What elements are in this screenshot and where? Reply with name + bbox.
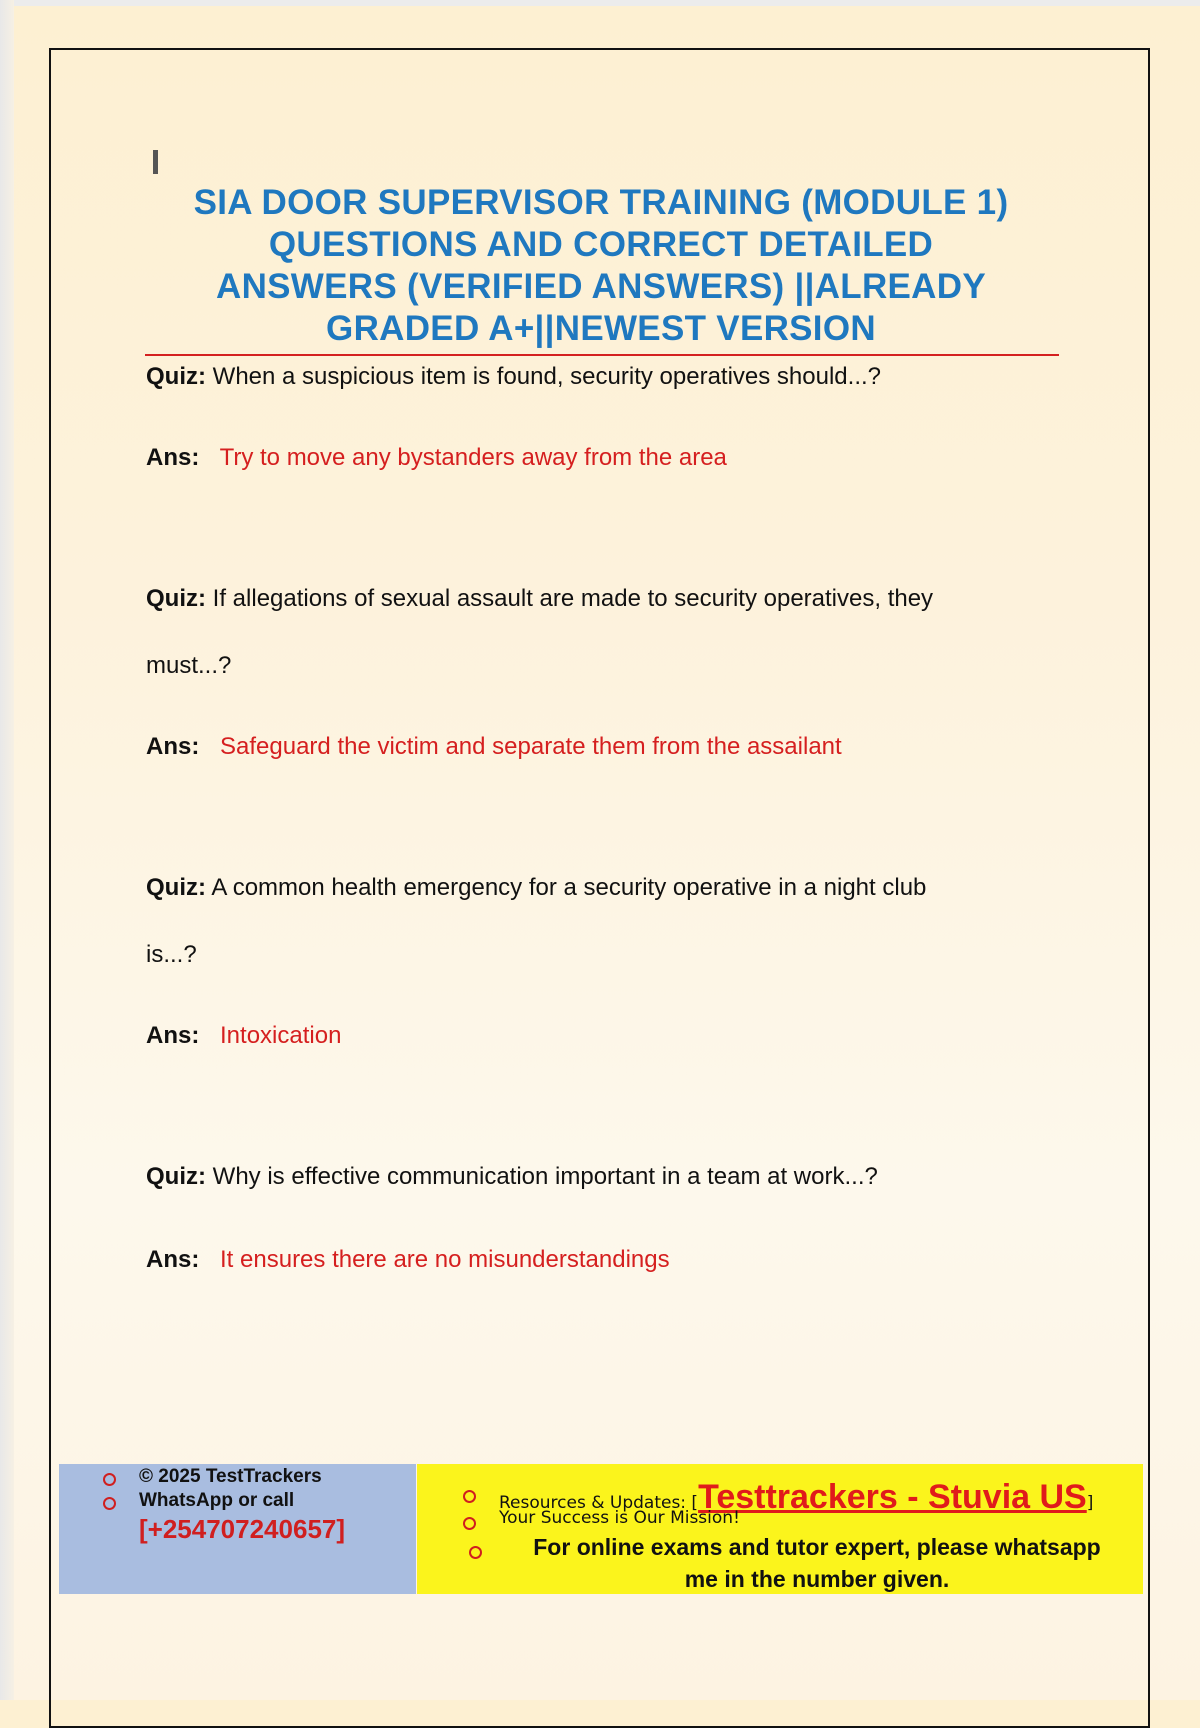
- bullet-icon: [463, 1517, 476, 1530]
- footer-phone[interactable]: [+254707240657]: [139, 1514, 346, 1544]
- quiz-label: Quiz:: [146, 363, 206, 390]
- page-title: [91, 182, 1111, 350]
- ans-label: Ans:: [146, 1022, 200, 1049]
- question-text: When a suspicious item is found, security operatives should...?: [212, 363, 882, 390]
- question-4: [146, 1163, 1066, 1191]
- title-line: GRADED A+||NEWEST VERSION: [326, 309, 876, 348]
- footer-tutor-line1: For online exams and tutor expert, please whatsapp: [533, 1534, 1101, 1560]
- footer-tutor-line2: me in the number given.: [684, 1566, 950, 1592]
- ans-label: Ans:: [146, 444, 200, 471]
- resources-close: ]: [1086, 1493, 1094, 1513]
- question-3-continuation: is...?: [146, 941, 197, 968]
- footer-contact-panel: [59, 1464, 416, 1594]
- bullet-icon: [469, 1546, 482, 1559]
- question-2-continuation: must...?: [146, 652, 232, 679]
- footer-mission: Your Success is Our Mission!: [499, 1508, 740, 1528]
- title-line: SIA DOOR SUPERVISOR TRAINING (MODULE 1): [193, 183, 1009, 222]
- question-1: [146, 363, 1066, 391]
- answer-text: Try to move any bystanders away from the area: [219, 444, 727, 471]
- bullet-icon: [463, 1490, 476, 1503]
- viewer-left-edge: [0, 0, 14, 1700]
- stuvia-link[interactable]: Testtrackers - Stuvia US: [698, 1478, 1087, 1516]
- question-2: [146, 585, 1066, 613]
- question-text: If allegations of sexual assault are made to security operatives, they: [212, 585, 934, 612]
- answer-text: Intoxication: [220, 1022, 342, 1049]
- question-3: [146, 874, 1066, 902]
- bullet-icon: [103, 1497, 116, 1510]
- answer-text: It ensures there are no misunderstandings: [220, 1246, 670, 1273]
- answer-3: [146, 1022, 1066, 1050]
- quiz-label: Quiz:: [146, 585, 206, 612]
- resources-label: Resources & Updates: [: [499, 1493, 699, 1513]
- answer-4: [146, 1246, 1066, 1274]
- footer-copyright: © 2025 TestTrackers: [139, 1466, 322, 1487]
- title-divider: [145, 354, 1059, 356]
- answer-2: [146, 733, 1066, 761]
- footer-whatsapp-label: WhatsApp or call: [139, 1490, 295, 1511]
- document-page: [49, 48, 1150, 1728]
- footer-promo-panel: [417, 1464, 1143, 1594]
- title-line: ANSWERS (VERIFIED ANSWERS) ||ALREADY: [216, 267, 986, 306]
- bullet-icon: [103, 1473, 116, 1486]
- question-text: Why is effective communication important in a team at work...?: [212, 1163, 878, 1190]
- quiz-label: Quiz:: [146, 1163, 206, 1190]
- title-line: QUESTIONS AND CORRECT DETAILED: [268, 225, 934, 264]
- answer-text: Safeguard the victim and separate them from the assailant: [220, 733, 842, 760]
- answer-1: [146, 444, 1066, 472]
- question-text: A common health emergency for a security operative in a night club: [211, 874, 927, 901]
- ans-label: Ans:: [146, 733, 200, 760]
- ans-label: Ans:: [146, 1246, 200, 1273]
- text-cursor: [153, 150, 158, 174]
- quiz-label: Quiz:: [146, 874, 206, 901]
- viewer-top-edge: [0, 0, 1200, 6]
